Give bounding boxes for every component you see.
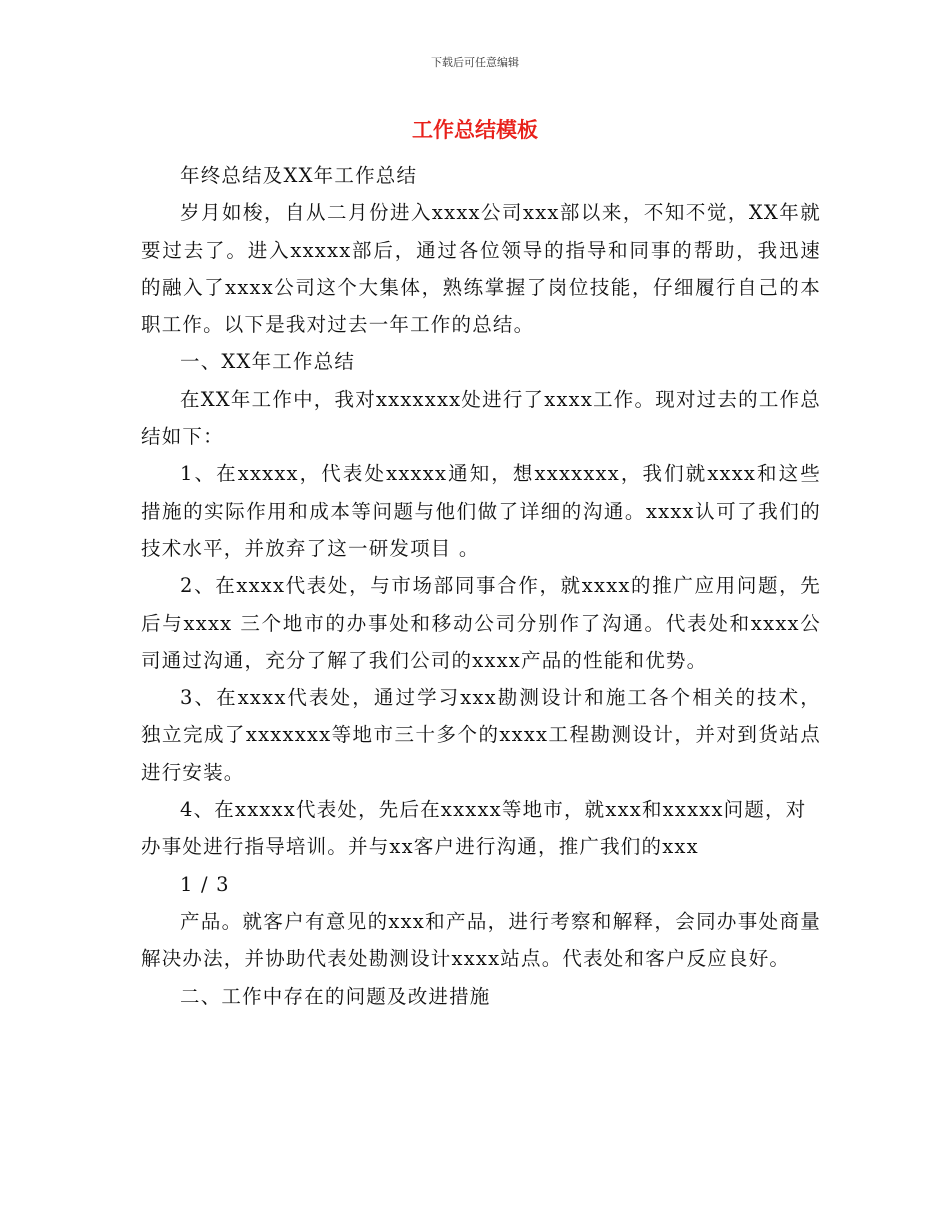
section-heading-1: 一、XX年工作总结 [180,350,356,374]
document-body [141,157,821,1015]
section-intro-paragraph: 在XX年工作中，我对xxxxxxx处进行了xxxx工作。现对过去的工作总结如下： [141,387,821,449]
item-paragraph-4: 4、在xxxxx代表处，先后在xxxxx等地市，就xxx和xxxxx问题，对办事处进行指导培训。并与xx客户进行沟通，推广我们的xxx [141,798,807,859]
item-paragraph-3: 3、在xxxx代表处，通过学习xxx勘测设计和施工各个相关的技术， 独立完成了xxxxxxx等地市三十多个的xxxx工程勘测设计，并对到货站点进行安装。 [141,686,821,784]
header-note: 下载后可任意编辑 [431,56,519,69]
continuation-paragraph: 产品。就客户有意见的xxx和产品，进行考察和解释，会同办事处商量解决办法，并协助代表处勘测设计xxxx站点。代表处和客户反应良好。 [141,909,821,971]
document-title: 工作总结模板 [412,118,538,142]
section-heading-2: 二、工作中存在的问题及改进措施 [180,984,491,1008]
item-paragraph-2: 2、在xxxx代表处，与市场部同事合作，就xxxx的推广应用问题，先后与xxxx 三个地市的办事处和移动公司分别作了沟通。代表处和xxxx公司通过沟通，充分了解了我们公司的xxxx产品的性能和优势。 [141,574,821,672]
intro-paragraph: 岁月如梭，自从二月份进入xxxx公司xxx部以来，不知不觉，XX年就要过去了。进入xxxxx部后，通过各位领导的指导和同事的帮助，我迅速的融入了xxxx公司这个大集体，熟练掌握了岗位技能，仔细履行自己的本职工作。以下是我对过去一年工作的总结。 [141,201,821,337]
item-paragraph-1: 1、在xxxxx，代表处xxxxx通知，想xxxxxxx，我们就xxxx和这些措施的实际作用和成本等问题与他们做了详细的沟通。xxxx认可了我们的技术水平，并放弃了这一研发项目 。 [141,462,821,560]
page-number: 1 / 3 [180,872,230,896]
subtitle-paragraph: 年终总结及XX年工作总结 [180,164,418,187]
